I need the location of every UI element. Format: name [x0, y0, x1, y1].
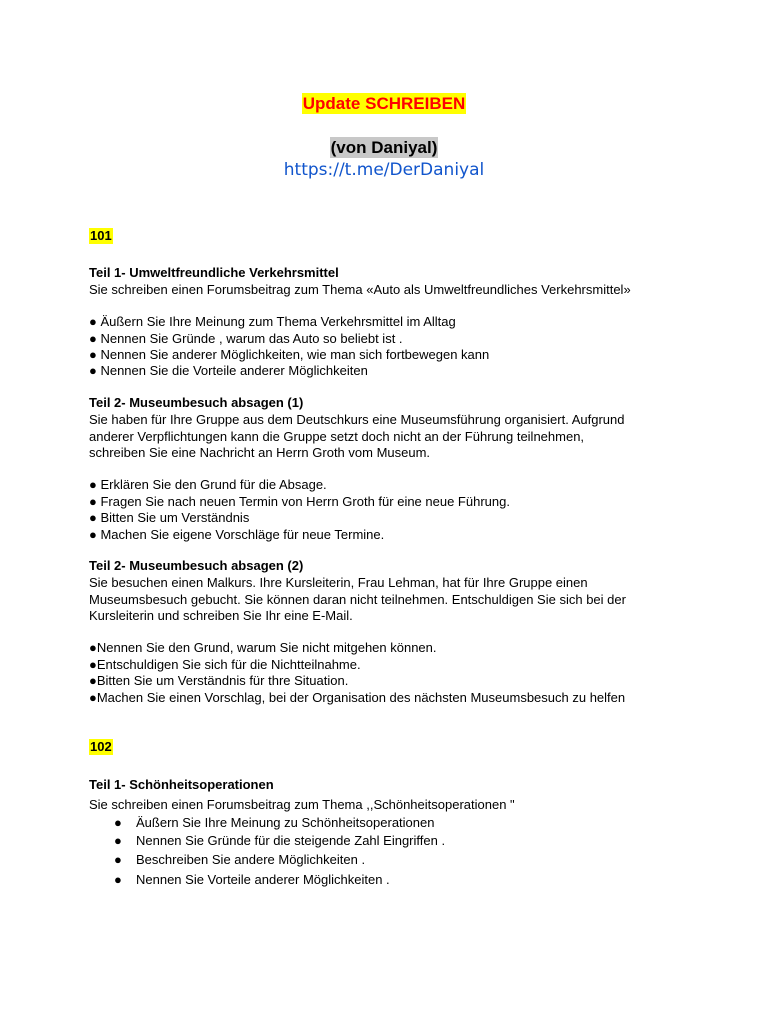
bullet-item: ● Erklären Sie den Grund für die Absage. — [89, 477, 327, 492]
bullet-item: Nennen Sie Vorteile anderer Möglichkeiten . — [136, 872, 390, 887]
bullet-item: Äußern Sie Ihre Meinung zu Schönheitsoperationen — [136, 815, 435, 830]
bullet-item: ● Bitten Sie um Verständnis — [89, 510, 250, 525]
task-heading: Teil 2- Museumbesuch absagen (2) — [89, 558, 304, 573]
bullet-item: ● Äußern Sie Ihre Meinung zum Thema Verkehrsmittel im Alltag — [89, 314, 456, 329]
task-heading: Teil 1- Schönheitsoperationen — [89, 777, 274, 792]
bullet-item: Beschreiben Sie andere Möglichkeiten . — [136, 852, 366, 867]
bullet-icon: ● — [114, 833, 122, 848]
task-heading: Teil 2- Museumbesuch absagen (1) — [89, 395, 304, 410]
link-row — [0, 159, 768, 181]
bullet-item: ●Nennen Sie den Grund, warum Sie nicht mitgehen können. — [89, 640, 437, 655]
task-intro-line: Museumsbesuch gebucht. Sie können daran nicht teilnehmen. Entschuldigen Sie sich bei der — [89, 592, 626, 607]
task-intro-line: Sie haben für Ihre Gruppe aus dem Deutschkurs eine Museumsführung organisiert. Aufgrund — [89, 412, 625, 427]
bullet-item: ● Machen Sie eigene Vorschläge für neue Termine. — [89, 527, 385, 542]
bullet-icon: ● — [114, 815, 122, 830]
bullet-item: ● Fragen Sie nach neuen Termin von Herrn Groth für eine neue Führung. — [89, 494, 510, 509]
title-row — [0, 93, 768, 114]
task-intro-line: Kursleiterin und schreiben Sie Ihr eine E-Mail. — [89, 608, 353, 623]
task-intro-line: anderer Verpflichtungen kann die Gruppe setzt doch nicht an der Führung teilnehmen, — [89, 429, 585, 444]
bullet-item: ●Entschuldigen Sie sich für die Nichtteilnahme. — [89, 657, 361, 672]
task-intro-line: schreiben Sie eine Nachricht an Herrn Groth vom Museum. — [89, 445, 431, 460]
author-row — [0, 137, 768, 158]
section-number-101: 101 — [90, 228, 112, 243]
bullet-item: ● Nennen Sie die Vorteile anderer Möglichkeiten — [89, 363, 368, 378]
bullet-item: ● Nennen Sie Gründe , warum das Auto so beliebt ist . — [89, 331, 403, 346]
section-number-102: 102 — [90, 739, 112, 754]
bullet-item: ● Nennen Sie anderer Möglichkeiten, wie man sich fortbewegen kann — [89, 347, 490, 362]
author-line: (von Daniyal) — [330, 138, 438, 157]
bullet-item: Nennen Sie Gründe für die steigende Zahl Eingriffen . — [136, 833, 446, 848]
bullet-item: ●Bitten Sie um Verständnis für thre Situation. — [89, 673, 349, 688]
task-intro-line: Sie schreiben einen Forumsbeitrag zum Thema ,,Schönheitsoperationen " — [89, 797, 515, 812]
bullet-item: ●Machen Sie einen Vorschlag, bei der Organisation des nächsten Museumsbesuch zu helfen — [89, 690, 626, 705]
task-intro-line: Sie schreiben einen Forumsbeitrag zum Thema «Auto als Umweltfreundliches Verkehrsmittel» — [89, 282, 631, 297]
task-heading: Teil 1- Umweltfreundliche Verkehrsmittel — [89, 265, 339, 280]
document-title: Update SCHREIBEN — [302, 94, 466, 113]
telegram-link[interactable]: https://t.me/DerDaniyal — [283, 160, 485, 180]
bullet-icon: ● — [114, 852, 122, 867]
task-intro-line: Sie besuchen einen Malkurs. Ihre Kursleiterin, Frau Lehman, hat für Ihre Gruppe einen — [89, 575, 588, 590]
bullet-icon: ● — [114, 872, 122, 887]
